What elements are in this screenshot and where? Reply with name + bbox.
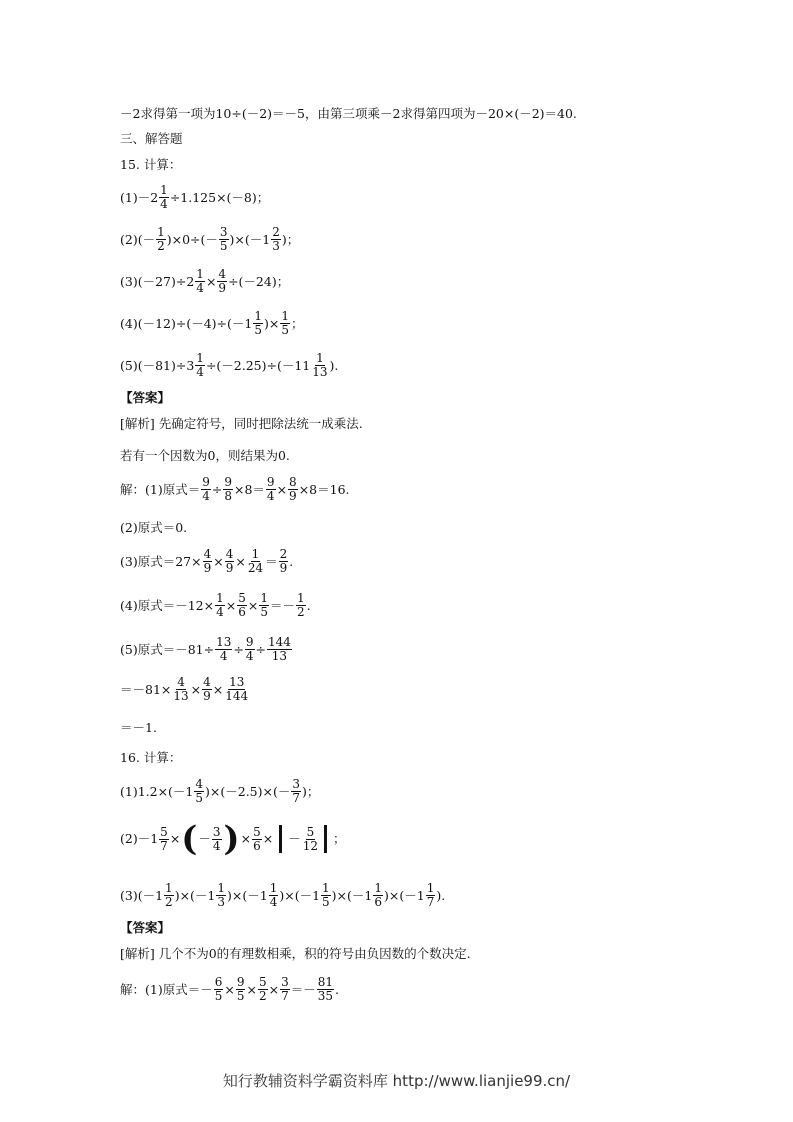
- denominator: 4: [266, 489, 275, 503]
- denominator: 4: [160, 197, 168, 211]
- fraction: [373, 882, 383, 909]
- text: ×: [276, 481, 288, 497]
- text: (5)原式＝－81÷: [120, 641, 215, 657]
- answer-heading: 【答案】: [120, 920, 171, 935]
- fraction: [426, 882, 436, 909]
- analysis-text: [解析] 先确定符号，同时把除法统一成乘法.: [120, 416, 363, 431]
- problem-16-3: [120, 882, 445, 909]
- fraction: [259, 592, 269, 619]
- numerator: 5: [306, 824, 315, 839]
- fraction: [202, 676, 212, 703]
- numerator: 13: [216, 635, 232, 649]
- fraction: [217, 268, 227, 295]
- numerator: 1: [160, 183, 168, 197]
- section-heading: 三、解答题: [120, 131, 183, 146]
- fraction: [269, 882, 279, 909]
- fraction: [271, 226, 281, 253]
- text: ×: [169, 831, 181, 846]
- numerator: 1: [216, 591, 224, 605]
- text: ÷(－2.25)÷(－11: [205, 357, 311, 373]
- numerator: 4: [218, 267, 227, 281]
- numerator: 1: [316, 351, 324, 365]
- denominator: 5: [281, 323, 289, 337]
- text: ×8＝16.: [298, 481, 350, 497]
- fraction: [280, 310, 290, 337]
- fraction: [195, 268, 205, 295]
- denominator: 7: [281, 989, 289, 1003]
- text: )；: [281, 231, 300, 247]
- fraction: [201, 476, 211, 503]
- text: )×(－1: [279, 887, 321, 903]
- text: ÷: [255, 641, 266, 657]
- denominator: 4: [196, 281, 204, 295]
- text: (3)原式＝27×: [120, 553, 202, 569]
- fraction: [195, 352, 205, 379]
- text: ×: [262, 831, 274, 846]
- text: ×8＝: [233, 481, 265, 497]
- text: －: [198, 831, 211, 846]
- numerator: 2: [279, 547, 288, 561]
- solution-15-5-step2: [120, 676, 250, 703]
- text: ×: [225, 597, 237, 613]
- fraction: [252, 826, 262, 853]
- fraction: [253, 310, 263, 337]
- right-bracket: ): [223, 819, 240, 859]
- problem-15-3: [120, 268, 289, 295]
- problem-15-2: [120, 226, 299, 253]
- text: ×: [212, 681, 224, 697]
- denominator: 8: [224, 489, 232, 503]
- fraction: [216, 882, 226, 909]
- numerator: 144: [267, 635, 291, 649]
- numerator: 5: [253, 824, 261, 839]
- denominator: 5: [195, 791, 204, 805]
- text: ＝: [265, 553, 278, 569]
- fraction: [159, 184, 169, 211]
- text: )×(－1: [174, 887, 216, 903]
- numerator: 3: [292, 777, 301, 791]
- text: (1)－2: [120, 189, 159, 205]
- numerator: 5: [258, 975, 267, 989]
- fraction: [296, 592, 306, 619]
- solution-15-3: [120, 548, 293, 575]
- fraction: [237, 592, 247, 619]
- fraction: [236, 976, 246, 1003]
- text: )×(－2.5)×(－: [205, 783, 291, 799]
- numerator: 1: [196, 351, 204, 365]
- fraction: [266, 476, 276, 503]
- text: ×: [213, 553, 224, 569]
- fraction: [247, 548, 264, 575]
- denominator: 5: [236, 989, 245, 1003]
- denominator: 4: [269, 895, 278, 909]
- fraction: [159, 826, 169, 853]
- fraction: [203, 548, 213, 575]
- denominator: 2: [258, 989, 267, 1003]
- denominator: 2: [297, 605, 305, 619]
- denominator: 5: [254, 323, 262, 337]
- text: .: [335, 981, 340, 997]
- numerator: 4: [225, 547, 234, 561]
- denominator: 13: [173, 689, 189, 703]
- footer-watermark: 知行教辅资料学霸资料库 http://www.lianjie99.cn/: [222, 1072, 571, 1090]
- text: －: [288, 831, 301, 846]
- text: ).: [436, 887, 446, 903]
- numerator: 3: [219, 225, 228, 239]
- denominator: 9: [279, 561, 288, 575]
- denominator: 24: [247, 561, 264, 575]
- fraction: [194, 778, 204, 805]
- denominator: 5: [260, 605, 268, 619]
- text-line: －2求得第一项为10÷(－2)＝－5，由第三项乘－2求得第四项为－20×(－2)＝40.: [120, 106, 577, 121]
- numerator: 9: [224, 475, 232, 489]
- text: ＝－81×: [120, 681, 172, 697]
- denominator: 2: [165, 895, 173, 909]
- numerator: 9: [266, 475, 275, 489]
- numerator: 1: [254, 309, 262, 323]
- denominator: 144: [225, 689, 249, 703]
- denominator: 6: [374, 895, 382, 909]
- text: ÷(－24)；: [228, 273, 290, 289]
- numerator: 4: [203, 675, 211, 689]
- fraction: [317, 976, 334, 1003]
- numerator: 1: [297, 591, 305, 605]
- denominator: 3: [217, 895, 226, 909]
- problem-15-1: [120, 184, 269, 211]
- fraction: [219, 226, 229, 253]
- denominator: 9: [203, 689, 211, 703]
- denominator: 9: [218, 281, 227, 295]
- question-15-title: 15. 计算：: [120, 157, 182, 172]
- text: .: [289, 553, 294, 569]
- fraction: [156, 226, 166, 253]
- numerator: 1: [157, 225, 165, 239]
- denominator: 5: [214, 989, 223, 1003]
- numerator: 4: [195, 777, 204, 791]
- denominator: 7: [426, 895, 435, 909]
- text: ÷1.125×(－8)；: [169, 189, 270, 205]
- fraction: [225, 548, 235, 575]
- fraction: [245, 636, 255, 663]
- text: ×: [235, 553, 246, 569]
- denominator: 9: [203, 561, 212, 575]
- denominator: 13: [271, 649, 288, 663]
- denominator: 6: [238, 605, 246, 619]
- absolute-bar-right: [324, 825, 327, 853]
- denominator: 35: [317, 989, 334, 1003]
- numerator: 6: [214, 975, 223, 989]
- solution-15-5: [120, 636, 293, 663]
- numerator: 1: [217, 881, 226, 895]
- fraction: [215, 592, 225, 619]
- text: ).: [329, 357, 339, 373]
- numerator: 1: [251, 547, 260, 561]
- text: ；: [333, 831, 346, 846]
- text: (3)(－1: [120, 887, 164, 903]
- text: 解：(1)原式＝: [120, 481, 201, 497]
- fraction: [212, 826, 222, 853]
- solution-16-1: [120, 976, 339, 1003]
- numerator: 5: [160, 824, 168, 839]
- denominator: 4: [245, 649, 254, 663]
- fraction: [223, 476, 233, 503]
- fraction: [164, 882, 174, 909]
- numerator: 1: [281, 309, 289, 323]
- text: ×: [240, 831, 252, 846]
- solution-15-2: (2)原式＝0.: [120, 520, 188, 535]
- denominator: 4: [216, 605, 224, 619]
- fraction: [172, 676, 189, 703]
- problem-15-4: [120, 310, 304, 337]
- text: (2)(－: [120, 231, 156, 247]
- fraction: [215, 636, 232, 663]
- text: ÷: [233, 641, 244, 657]
- question-16-title: 16. 计算：: [120, 750, 182, 765]
- fraction: [267, 636, 292, 663]
- denominator: 4: [196, 365, 204, 379]
- solution-15-5-result: ＝－1.: [120, 720, 157, 735]
- text: )×(－1: [384, 887, 425, 903]
- fraction: [291, 778, 301, 805]
- text: (4)(－12)÷(－4)÷(－1: [120, 315, 253, 331]
- numerator: 4: [177, 675, 185, 689]
- text: (1)1.2×(－1: [120, 783, 194, 799]
- numerator: 1: [269, 881, 278, 895]
- denominator: 9: [225, 561, 234, 575]
- problem-16-2: [120, 819, 346, 859]
- solution-15-1: [120, 476, 350, 503]
- numerator: 1: [322, 881, 330, 895]
- numerator: 1: [165, 881, 173, 895]
- numerator: 13: [229, 675, 245, 689]
- numerator: 3: [212, 824, 221, 839]
- problem-16-1: [120, 778, 319, 805]
- fraction: [258, 976, 268, 1003]
- denominator: 6: [253, 838, 261, 853]
- text: )；: [302, 783, 320, 799]
- denominator: 5: [219, 239, 228, 253]
- answer-heading: 【答案】: [120, 390, 171, 405]
- denominator: 2: [157, 239, 165, 253]
- problem-15-5: [120, 352, 338, 379]
- fraction: [302, 826, 319, 853]
- text: .: [306, 597, 311, 613]
- denominator: 5: [322, 895, 330, 909]
- numerator: 9: [236, 975, 245, 989]
- text: (2)－1: [120, 831, 159, 846]
- text: (3)(－27)÷2: [120, 273, 195, 289]
- numerator: 1: [196, 267, 204, 281]
- denominator: 4: [212, 838, 221, 853]
- fraction: [288, 476, 298, 503]
- numerator: 9: [202, 475, 210, 489]
- left-bracket: (: [181, 819, 198, 859]
- text: ＝－: [269, 597, 295, 613]
- numerator: 3: [281, 975, 289, 989]
- text: )×(－1: [227, 887, 268, 903]
- numerator: 2: [272, 225, 280, 239]
- numerator: 4: [203, 547, 212, 561]
- fraction: [321, 882, 331, 909]
- text: ÷: [211, 481, 223, 497]
- fraction: [311, 352, 328, 379]
- denominator: 4: [202, 489, 210, 503]
- text: ×: [205, 273, 217, 289]
- analysis-text: [解析] 几个不为0的有理数相乘，积的符号由负因数的个数决定.: [120, 946, 471, 961]
- text-line: 若有一个因数为0，则结果为0.: [120, 448, 290, 463]
- numerator: 5: [238, 591, 246, 605]
- denominator: 7: [292, 791, 301, 805]
- numerator: 1: [260, 591, 268, 605]
- denominator: 4: [219, 649, 228, 663]
- fraction: [279, 548, 289, 575]
- denominator: 9: [289, 489, 297, 503]
- text: )×(－1: [331, 887, 373, 903]
- denominator: 13: [312, 365, 328, 379]
- text: ；: [291, 315, 304, 331]
- text: )×(－1: [229, 231, 271, 247]
- numerator: 8: [289, 475, 297, 489]
- denominator: 12: [302, 838, 319, 853]
- denominator: 3: [272, 239, 280, 253]
- text: ×: [268, 981, 280, 997]
- fraction: [214, 976, 224, 1003]
- text: (4)原式＝－12×: [120, 597, 215, 613]
- fraction: [280, 976, 290, 1003]
- fraction: [224, 676, 249, 703]
- text: ×: [247, 597, 259, 613]
- numerator: 9: [245, 635, 254, 649]
- numerator: 1: [426, 881, 435, 895]
- text: ×: [224, 981, 235, 997]
- numerator: 81: [317, 975, 334, 989]
- text: (5)(－81)÷3: [120, 357, 195, 373]
- text: )×: [264, 315, 280, 331]
- absolute-bar-left: [279, 825, 282, 853]
- solution-15-4: [120, 592, 311, 619]
- text: )×0÷(－: [166, 231, 218, 247]
- denominator: 7: [160, 838, 168, 853]
- text: ×: [246, 981, 257, 997]
- text: ＝－: [290, 981, 316, 997]
- text: ×: [190, 681, 202, 697]
- text: 解：(1)原式＝－: [120, 981, 213, 997]
- numerator: 1: [374, 881, 382, 895]
